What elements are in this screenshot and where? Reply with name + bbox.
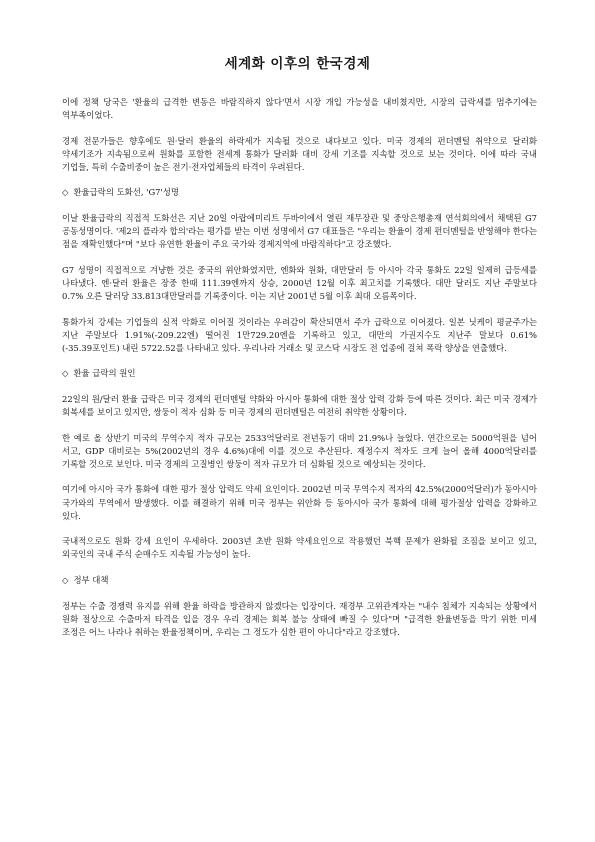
page-title: 세계화 이후의 한국경제: [224, 56, 371, 72]
paragraph: 이에 정책 당국은 '환율의 급격한 변동은 바람직하지 않다'면서 시장 개입 가능성을 내비쳤지만, 시장의 급락세를 멈추기에는 역부족이었다.: [62, 97, 537, 121]
paragraph: 정부는 수출 경쟁력 유지를 위해 환율 하락을 방관하지 않겠다는 입장이다. 재경부 고위관계자는 "내수 침체가 지속되는 상황에서 원화 절상으로 수출마저 타격을 입을 경우 우리 경제는 회복 불능 상태에 빠질 수 있다"며 "급격한 환율변동을 막기 위한 미세 조정은 어느 나라나 취하는 환율정책이며, 우리는 그 정도가 심한 편이 아니다"라고 강조했다.: [62, 600, 537, 637]
section-heading-text: 환율 급락의 원인: [73, 368, 136, 379]
diamond-bullet-icon: ◇: [62, 368, 69, 379]
diamond-bullet-icon: ◇: [62, 574, 69, 585]
paragraph: 여기에 아시아 국가 통화에 대한 평가 절상 압력도 약세 요인이다. 2002년 미국 무역수지 적자의 42.5%(2000억달러)가 동아시아 국가와의 무역에서 발생했다. 이를 해결하기 위해 미국 정부는 위안화 등 동아시아 국가 통화에 대해 평가절상 압력을 강화하고 있다.: [62, 484, 537, 521]
section-heading: [62, 367, 537, 380]
section-heading: [62, 574, 537, 587]
paragraph: 이날 환율급락의 직접적 도화선은 지난 20일 아랍에미리트 두바이에서 열린 재무장관 및 중앙은행총재 연석회의에서 채택된 G7 공동성명이다. '제2의 플라자 합의'라는 평가를 받는 이번 성명에서 G7 대표들은 "우리는 환율이 경제 펀더멘털을 반영해야 한다는 점을 재확인했다"며 "보다 유연한 환율이 주요 국가와 경제지역에 바람직하다"고 강조했다.: [62, 213, 537, 250]
section-heading-text: 정부 대책: [73, 574, 109, 585]
section-heading: [62, 186, 537, 199]
paragraph: G7 성명이 직접적으로 겨냥한 것은 중국의 위안화였지만, 엔화와 원화, 대만달러 등 아시아 각국 통화도 22일 일제히 급등세를 나타냈다. 엔·달러 환율은 장중 한때 111.39엔까지 상승, 2000년 12월 이후 최고치를 기록했다. 대만 달러도 지난 주말보다 0.7% 오른 달러당 33.813대만달러를 기록중이다. 이는 지난 2001년 5월 이후 최대 오름폭이다.: [62, 264, 537, 302]
section-heading-text: 환율급락의 도화선, 'G7'성명: [73, 187, 179, 198]
paragraph: 국내적으로도 원화 강세 요인이 우세하다. 2003년 초반 원화 약세요인으로 작용했던 북핵 문제가 완화될 조짐을 보이고 있고, 외국인의 국내 주식 순매수도 지속될 가능성이 높다.: [62, 536, 537, 560]
paragraph: 경제 전문가들은 향후에도 원·달러 환율의 하락세가 지속될 것으로 내다보고 있다. 미국 경제의 펀더멘털 취약으로 달러화 약세기조가 지속됨으로써 원화를 포함한 전세계 통화가 달러화 대비 강세 기조를 지속할 것으로 보는 것이다. 이에 따라 국내 기업들, 특히 수출비중이 높은 전기·전자업체들의 타격이 우려된다.: [62, 135, 537, 172]
paragraph: 한 예로 올 상반기 미국의 무역수지 적자 규모는 2533억달러로 전년동기 대비 21.9%나 늘었다. 연간으로는 5000억원을 넘어 서고, GDP 대비로는 5%(2002년의 경우 4.6%)대에 이를 것으로 추산된다. 재정수지 적자도 크게 늘어 올해 4000억달러를 기록할 것으로 보인다. 미국 경제의 고질병인 쌍둥이 적자 규모가 더 심화될 것으로 예상되는 것이다.: [62, 432, 537, 469]
paragraph: 통화가치 강세는 기업들의 실적 악화로 이어질 것이라는 우려감이 확산되면서 주가 급락으로 이어졌다. 일본 닛케이 평균주가는 지난 주말보다 1.91%(-209.22엔) 떨어진 1만729.20엔을 기록하고 있고, 대만의 가권지수도 지난주 말보다 0.61%(-35.39포인트) 내린 5722.52를 나타내고 있다. 우리나라 거래소 및 코스닥 시장도 전 업종에 걸쳐 폭락 양상을 연출했다.: [62, 316, 537, 353]
diamond-bullet-icon: ◇: [62, 187, 69, 198]
document-body: [62, 96, 537, 651]
paragraph: 22일의 원/달러 환율 급락은 미국 경제의 펀더멘털 약화와 아시아 통화에 대한 절상 압력 강화 등에 따른 것이다. 최근 미국 경제가 회복세를 보이고 있지만, 쌍둥이 적자 심화 등 미국 경제의 펀더멘털은 여전히 취약한 상황이다.: [62, 394, 537, 418]
